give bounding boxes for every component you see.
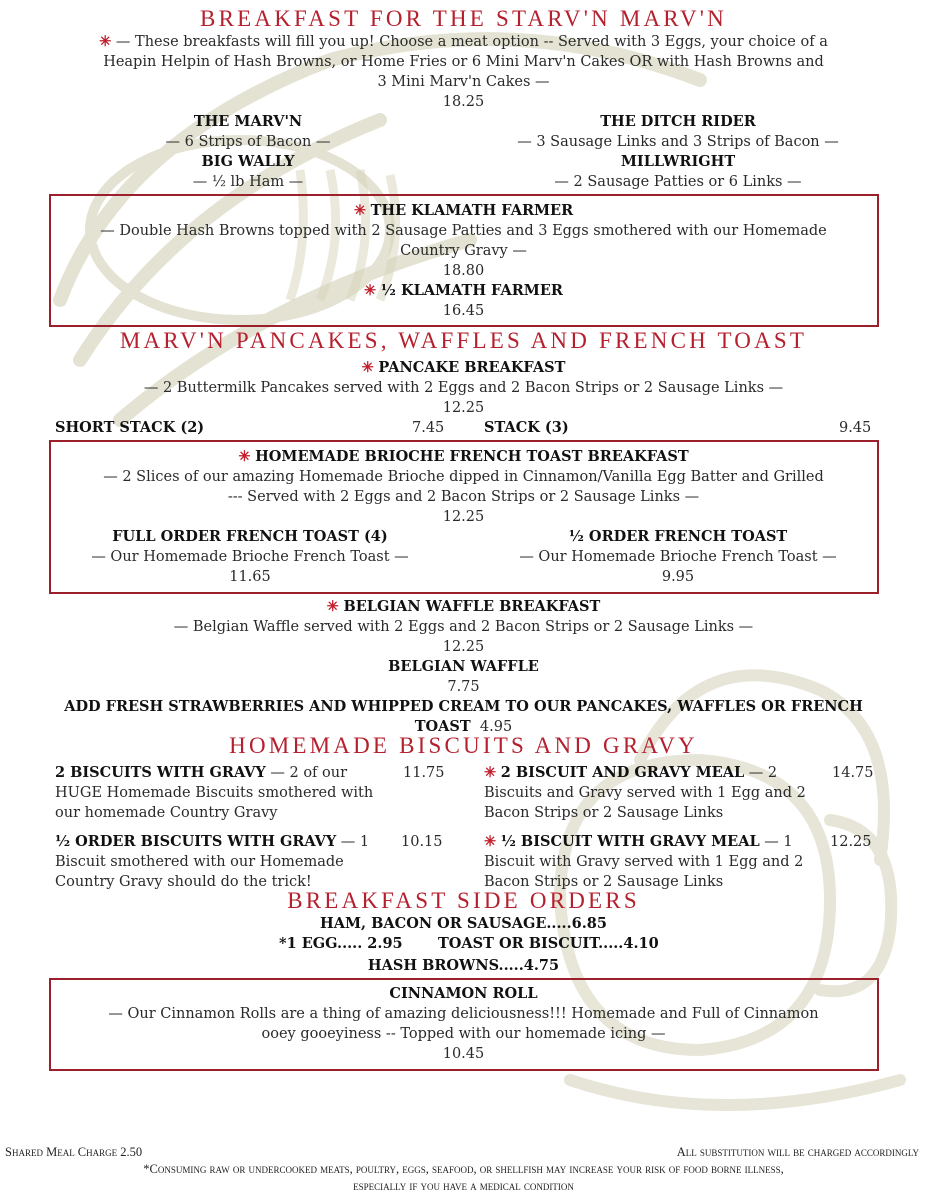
b2-name: 2 BISCUIT AND GRAVY MEAL	[500, 764, 745, 781]
ft-full-name: FULL ORDER FRENCH TOAST (4)	[112, 528, 388, 545]
starvn-intro-line3: 3 Mini Marv'n Cakes —	[377, 74, 550, 90]
substitution-note: All substitution will be charged accordingly	[676, 1145, 919, 1159]
ft-title-row	[0, 447, 927, 467]
b3-desc2: Biscuit smothered with our Homemade	[55, 854, 344, 870]
b2-price: 14.75	[832, 765, 874, 781]
b1-price: 11.75	[403, 765, 445, 781]
section-title-sides: BREAKFAST SIDE ORDERS	[287, 888, 640, 913]
waffle-name: BELGIAN WAFFLE	[388, 658, 539, 675]
half-klamath-price: 16.45	[442, 303, 485, 319]
item-biscuits-4	[484, 832, 844, 892]
short-stack-name: SHORT STACK (2)	[55, 419, 205, 436]
ft-desc1: — 2 Slices of our amazing Homemade Brioche dipped in Cinnamon/Vanilla Egg Batter and Grilled	[103, 469, 824, 485]
starvn-price: 18.25	[442, 94, 485, 110]
shared-meal-charge: Shared Meal Charge 2.50	[5, 1145, 143, 1159]
addon-toast: TOAST	[414, 718, 471, 735]
item-ditch-rider	[478, 112, 878, 192]
b3-desc3: Country Gravy should do the trick!	[55, 874, 312, 890]
b4-name: ½ BISCUIT WITH GRAVY MEAL	[500, 833, 760, 850]
ft-full-price: 11.65	[229, 569, 271, 585]
b3-price: 10.15	[401, 834, 443, 850]
b4-desc3: Bacon Strips or 2 Sausage Links	[484, 874, 724, 890]
waffle-bkf-price: 12.25	[442, 639, 485, 655]
item-marvn	[48, 112, 448, 192]
cinnamon-desc2: ooey gooeyiness -- Topped with our homemade icing —	[261, 1026, 666, 1042]
star-icon: ✳	[484, 764, 497, 781]
b1-desc3: our homemade Country Gravy	[55, 805, 278, 821]
section-title-biscuits: HOMEMADE BISCUITS AND GRAVY	[229, 733, 698, 758]
waffle-bkf-desc: — Belgian Waffle served with 2 Eggs and 2 Bacon Strips or 2 Sausage Links —	[173, 619, 754, 635]
ft-half-desc: — Our Homemade Brioche French Toast —	[519, 549, 837, 565]
consumer-warning-line2: especially if you have a medical condition	[353, 1179, 574, 1193]
ditch-name: THE DITCH RIDER	[600, 113, 756, 130]
star-icon: ✳	[353, 202, 366, 219]
star-icon: ✳	[364, 282, 377, 299]
item-biscuits-1	[55, 763, 405, 823]
star-icon: ✳	[99, 33, 112, 50]
short-stack-price: 7.45	[412, 420, 445, 436]
b4-desc1: — 1	[759, 834, 793, 850]
waffle-bkf-name: BELGIAN WAFFLE BREAKFAST	[343, 598, 601, 615]
half-klamath-name: ½ KLAMATH FARMER	[380, 282, 563, 299]
ft-desc2: --- Served with 2 Eggs and 2 Bacon Strips or 2 Sausage Links —	[227, 489, 700, 505]
ft-half-price: 9.95	[661, 569, 695, 585]
klamath-price: 18.80	[442, 263, 485, 279]
b1-desc2: HUGE Homemade Biscuits smothered with	[55, 785, 374, 801]
side-meats: HAM, BACON OR SAUSAGE.....6.85	[320, 915, 607, 932]
klamath-name: THE KLAMATH FARMER	[370, 202, 574, 219]
pancake-name: PANCAKE BREAKFAST	[378, 359, 566, 376]
cinnamon-name: CINNAMON ROLL	[389, 985, 538, 1002]
star-icon: ✳	[361, 359, 374, 376]
waffle-price: 7.75	[447, 679, 480, 695]
b2-desc1: — 2	[744, 765, 778, 781]
klamath-desc2: Country Gravy —	[400, 243, 527, 259]
b4-desc2: Biscuit with Gravy served with 1 Egg and 2	[484, 854, 804, 870]
cinnamon-price: 10.45	[442, 1046, 485, 1062]
klamath-desc1: — Double Hash Browns topped with 2 Sausage Patties and 3 Eggs smothered with our Homemade	[100, 223, 827, 239]
addon-price: 4.95	[479, 719, 513, 735]
wally-desc: — ½ lb Ham —	[192, 174, 304, 190]
starvn-intro-text1: — These breakfasts will fill you up! Choose a meat option -- Served with 3 Eggs, your choice of a	[115, 34, 828, 50]
ditch-desc: — 3 Sausage Links and 3 Strips of Bacon —	[517, 134, 839, 150]
star-icon: ✳	[326, 598, 339, 615]
starvn-intro-line2: Heapin Helpin of Hash Browns, or Home Fries or 6 Mini Marv'n Cakes OR with Hash Browns and	[103, 54, 824, 70]
b4-price: 12.25	[830, 834, 872, 850]
b2-desc2: Biscuits and Gravy served with 1 Egg and 2	[484, 785, 806, 801]
item-biscuits-2	[484, 763, 844, 823]
stack-price: 9.45	[839, 420, 872, 436]
marvn-desc: — 6 Strips of Bacon —	[165, 134, 331, 150]
ft-full-desc: — Our Homemade Brioche French Toast —	[91, 549, 409, 565]
item-biscuits-3	[55, 832, 405, 892]
ft-price: 12.25	[442, 509, 485, 525]
ft-half-name: ½ ORDER FRENCH TOAST	[568, 528, 788, 545]
klamath-title-row	[0, 201, 927, 221]
b3-desc1: — 1	[336, 834, 370, 850]
marvn-name: THE MARV'N	[193, 113, 303, 130]
half-klamath-title-row	[0, 281, 927, 301]
star-icon: ✳	[238, 448, 251, 465]
b3-name: ½ ORDER BISCUITS WITH GRAVY	[55, 833, 337, 850]
star-icon: ✳	[484, 833, 497, 850]
b1-desc1: — 2 of our	[265, 765, 348, 781]
b1-name: 2 BISCUITS WITH GRAVY	[55, 764, 266, 781]
mill-desc: — 2 Sausage Patties or 6 Links —	[554, 174, 802, 190]
b2-desc3: Bacon Strips or 2 Sausage Links	[484, 805, 724, 821]
ft-name: HOMEMADE BRIOCHE FRENCH TOAST BREAKFAST	[255, 448, 689, 465]
pancake-desc: — 2 Buttermilk Pancakes served with 2 Eggs and 2 Bacon Strips or 2 Sausage Links —	[143, 380, 784, 396]
cinnamon-desc1: — Our Cinnamon Rolls are a thing of amazing deliciousness!!! Homemade and Full of Cinnamon	[108, 1006, 819, 1022]
mill-name: MILLWRIGHT	[620, 153, 736, 170]
stack-name: STACK (3)	[484, 419, 569, 436]
waffle-bkf-title-row	[0, 597, 927, 617]
section-title-starvn: BREAKFAST FOR THE STARV'N MARV'N	[200, 6, 727, 31]
consumer-warning-line1: *Consuming raw or undercooked meats, poultry, eggs, seafood, or shellfish may increase your risk of food borne illness,	[143, 1162, 784, 1176]
side-toast: TOAST OR BISCUIT.....4.10	[438, 935, 659, 952]
section-title-pancakes: MARV'N PANCAKES, WAFFLES AND FRENCH TOAST	[119, 328, 808, 353]
pancake-title-row	[0, 358, 927, 378]
addon-line1: ADD FRESH STRAWBERRIES AND WHIPPED CREAM TO OUR PANCAKES, WAFFLES OR FRENCH	[64, 698, 863, 715]
side-egg: *1 EGG..... 2.95	[279, 935, 403, 952]
side-hash-browns: HASH BROWNS.....4.75	[367, 957, 560, 974]
starvn-intro-line1	[0, 32, 927, 52]
pancake-price: 12.25	[442, 400, 485, 416]
wally-name: BIG WALLY	[201, 153, 295, 170]
